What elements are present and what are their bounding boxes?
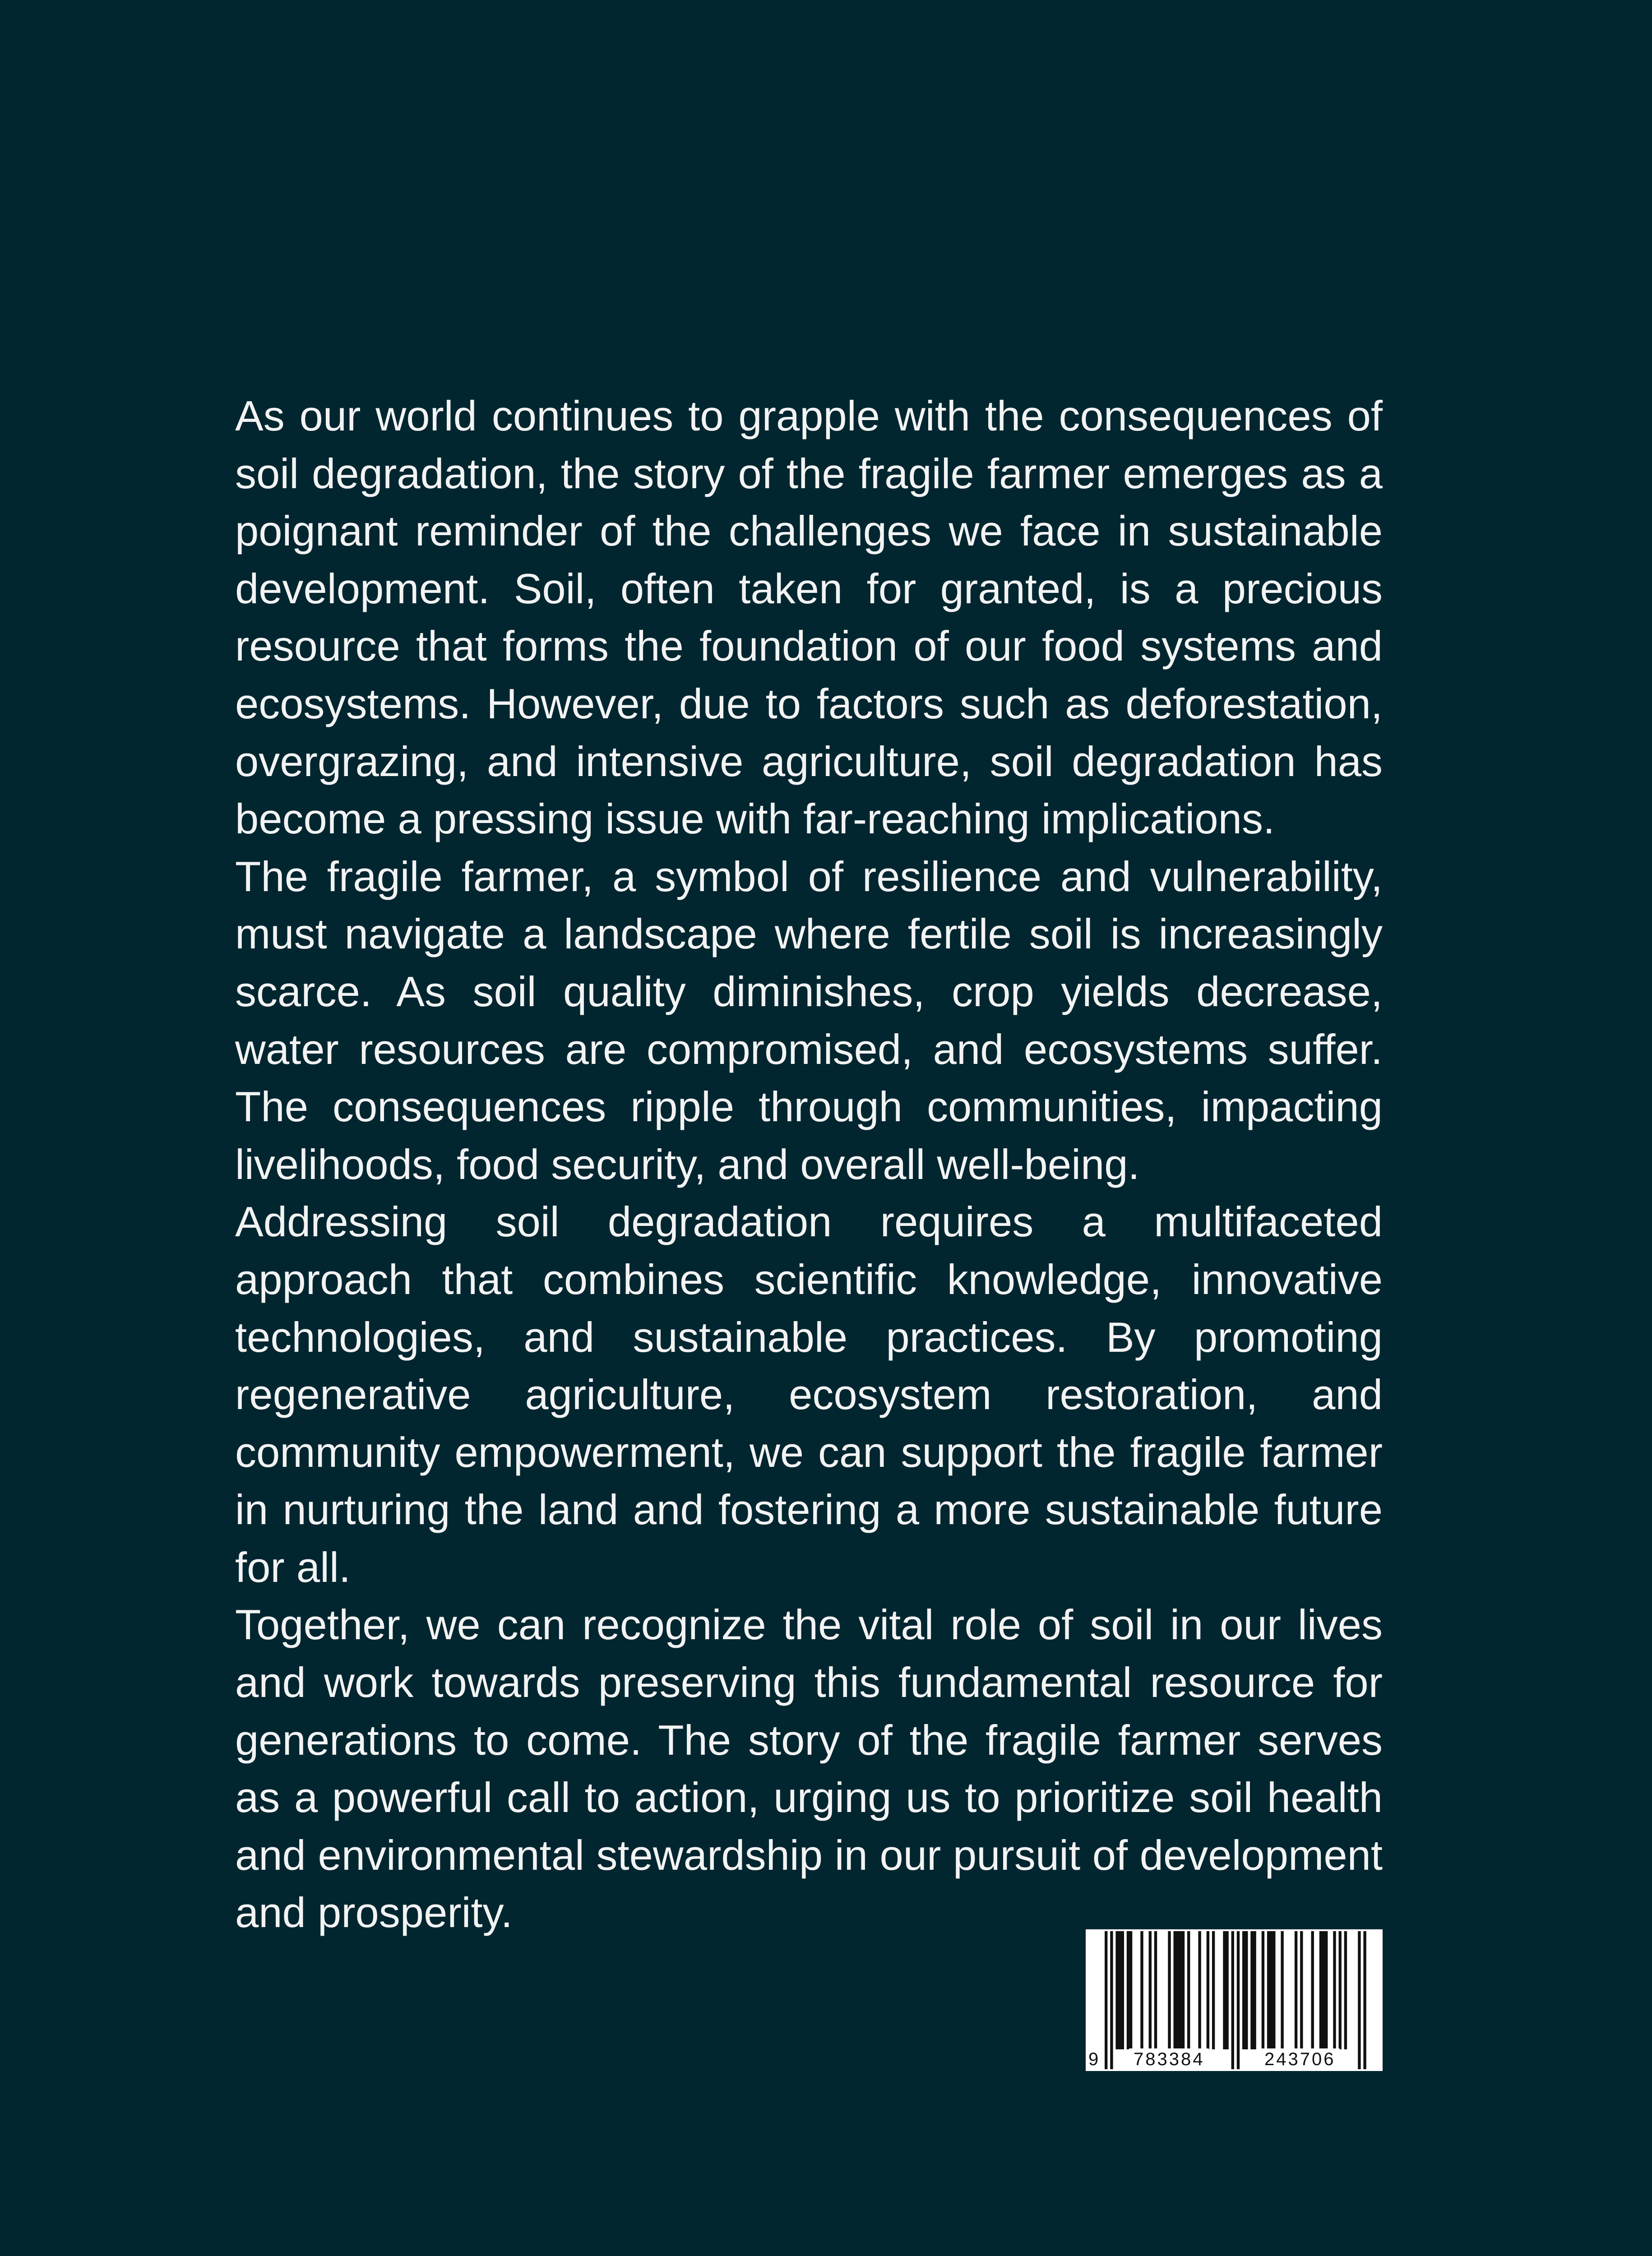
barcode-bar xyxy=(1212,1931,1215,2049)
barcode-bar xyxy=(1322,1931,1325,2049)
barcode-bar xyxy=(1174,1931,1176,2049)
barcode-bar xyxy=(1149,1931,1152,2049)
barcode-lead-digit: 9 xyxy=(1088,2049,1101,2069)
blurb-paragraph-1: As our world continues to grapple with the consequences of soil degradation, the story of the fragile farmer emerges as a poignant reminder of the challenges we face in sustainable development. Soil, often taken for granted, is a precious resource that forms the foundation of our food systems and ecosystems. However, due to factors such as deforestation, overgrazing, and intensive agriculture, soil degradation has become a pressing issue with far-reaching implications. xyxy=(235,392,1383,843)
blurb-paragraph-4: Together, we can recognize the vital role of soil in our lives and work towards preserving this fundamental resource for generations to come. The story of the fragile farmer serves as a powerful call to action, urging us to prioritize soil health and environmental stewardship in our pursuit of development and prosperity. xyxy=(235,1601,1383,1937)
barcode-bar xyxy=(1273,1931,1275,2049)
barcode-bar xyxy=(1245,1931,1248,2049)
barcode-bar xyxy=(1242,1931,1245,2049)
barcode-bar xyxy=(1253,1931,1256,2049)
blurb-paragraph-3: Addressing soil degradation requires a multifaceted approach that combines scientific knowledge, innovative technologies, and sustainable practices. By promoting regenerative agriculture, ecosystem restoration, and community empowerment, we can support the fragile farmer in nurturing the land and fostering a more sustainable future for all. xyxy=(235,1198,1383,1591)
isbn-barcode xyxy=(1086,1929,1383,2071)
barcode-bar xyxy=(1168,1931,1171,2049)
barcode-left-digits: 783384 xyxy=(1129,2048,1209,2070)
barcode-right-digits: 243706 xyxy=(1260,2048,1340,2070)
barcode-bar xyxy=(1319,1931,1322,2049)
barcode-bar xyxy=(1140,1931,1143,2049)
barcode-bar xyxy=(1311,1931,1314,2049)
barcode-bar xyxy=(1121,1931,1124,2049)
barcode-bar xyxy=(1333,1931,1336,2049)
barcode-bar xyxy=(1176,1931,1179,2049)
barcode-bar xyxy=(1281,1931,1283,2049)
barcode-bar xyxy=(1187,1931,1190,2049)
blurb-paragraph-2: The fragile farmer, a symbol of resilience and vulnerability, must navigate a landscape where fertile soil is increasingly scarce. As soil quality diminishes, crop yields decrease, water resources are compromised, and ecosystems suffer. The consequences ripple through communities, impacting livelihoods, food security, and overall well-being. xyxy=(235,852,1383,1188)
barcode-bar xyxy=(1250,1931,1253,2049)
barcode-bar xyxy=(1182,1931,1185,2049)
barcode-bar xyxy=(1223,1931,1226,2049)
barcode-bar xyxy=(1339,1931,1342,2049)
barcode-bar xyxy=(1207,1931,1209,2049)
barcode-bar xyxy=(1344,1931,1347,2049)
barcode-bar xyxy=(1119,1931,1121,2049)
barcode-digits xyxy=(1086,2048,1383,2070)
barcode-bar xyxy=(1129,1931,1132,2049)
barcode-bar xyxy=(1295,1931,1297,2049)
barcode-bar xyxy=(1115,1931,1118,2049)
barcode-bar xyxy=(1262,1931,1264,2049)
barcode-bar xyxy=(1198,1931,1201,2049)
barcode-bar xyxy=(1154,1931,1157,2049)
back-cover-blurb xyxy=(235,387,1383,1942)
barcode-bar xyxy=(1179,1931,1182,2049)
barcode-bar xyxy=(1226,1931,1228,2049)
barcode-bar xyxy=(1127,1931,1129,2049)
barcode-bar xyxy=(1300,1931,1303,2049)
barcode-bar xyxy=(1267,1931,1270,2049)
barcode-bar xyxy=(1325,1931,1328,2049)
barcode-bar xyxy=(1270,1931,1273,2049)
